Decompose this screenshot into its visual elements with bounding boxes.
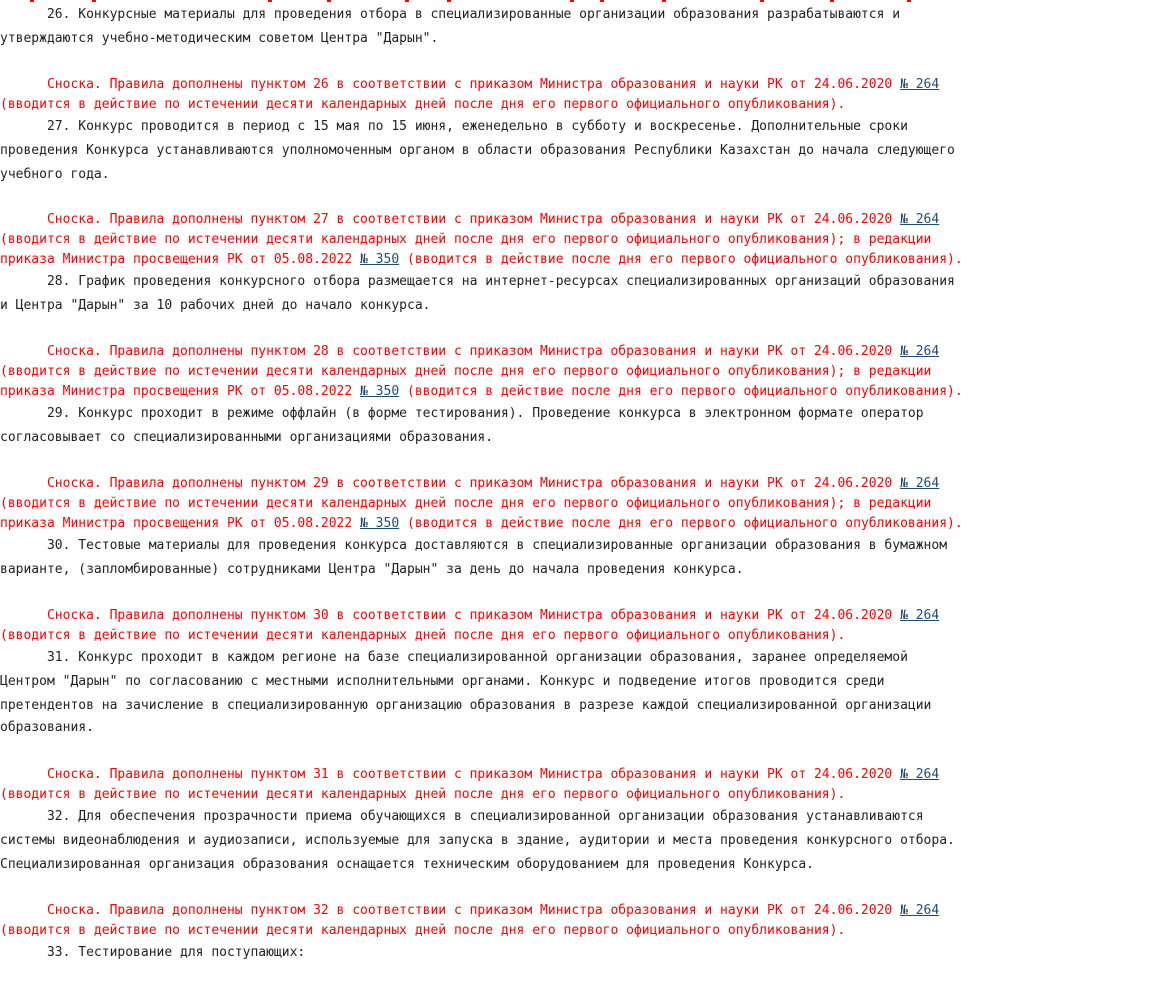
paragraph-27-line-2: проведения Конкурса устанавливаются уполномоченным органом в области образования Республики Казахстан до начала следующего (0, 143, 955, 158)
footnote-28-line-1: Сноска. Правила дополнены пунктом 28 в соответствии с приказом Министра образования и науки РК от 24.06.2020 № 264 (0, 344, 940, 359)
cropped-previous-text (0, 0, 1150, 2)
paragraph-33-line-1: 33. Тестирование для поступающих: (0, 945, 306, 960)
order-350-link[interactable]: № 350 (360, 516, 400, 531)
paragraph-27-line-1: 27. Конкурс проводится в период с 15 мая по 15 июня, еженедельно в субботу и воскресенье. Дополнительные сроки (0, 119, 908, 134)
order-350-link[interactable]: № 350 (360, 252, 400, 267)
footnote-29-line-1: Сноска. Правила дополнены пунктом 29 в соответствии с приказом Министра образования и науки РК от 24.06.2020 № 264 (0, 476, 940, 491)
footnote-32-line-1: Сноска. Правила дополнены пунктом 32 в соответствии с приказом Министра образования и науки РК от 24.06.2020 № 264 (0, 903, 940, 918)
order-264-link[interactable]: № 264 (900, 608, 940, 623)
paragraph-31-line-4: образования. (0, 720, 94, 735)
footnote-28-line-3: приказа Министра просвещения РК от 05.08.2022 № 350 (вводится в действие после дня его первого официального опубликования). (0, 384, 963, 399)
paragraph-31-line-1: 31. Конкурс проходит в каждом регионе на базе специализированной организации образования, заранее определяемой (0, 650, 908, 665)
order-264-link[interactable]: № 264 (900, 476, 940, 491)
order-264-link[interactable]: № 264 (900, 903, 940, 918)
footnote-31-line-2: (вводится в действие по истечении десяти календарных дней после дня его первого официального опубликования). (0, 787, 846, 802)
paragraph-32-line-1: 32. Для обеспечения прозрачности приема обучающихся в специализированной организации образования устанавливаются (0, 809, 924, 824)
order-264-link[interactable]: № 264 (900, 77, 940, 92)
order-350-link[interactable]: № 350 (360, 384, 400, 399)
order-264-link[interactable]: № 264 (900, 767, 940, 782)
footnote-30-line-1: Сноска. Правила дополнены пунктом 30 в соответствии с приказом Министра образования и науки РК от 24.06.2020 № 264 (0, 608, 940, 623)
paragraph-30-line-2: варианте, (запломбированные) сотрудниками Центра "Дарын" за день до начала проведения конкурса. (0, 562, 744, 577)
footnote-30-line-2: (вводится в действие по истечении десяти календарных дней после дня его первого официального опубликования). (0, 628, 846, 643)
paragraph-29-line-2: согласовывает со специализированными организациями образования. (0, 430, 494, 445)
paragraph-32-line-3: Специализированная организация образования оснащается техническим оборудованием для проведения Конкурса. (0, 857, 814, 872)
paragraph-32-line-2: системы видеонаблюдения и аудиозаписи, используемые для запуска в здание, аудитории и места проведения конкурсного отбора. (0, 833, 955, 848)
paragraph-29-line-1: 29. Конкурс проходит в режиме оффлайн (в форме тестирования). Проведение конкурса в электронном формате оператор (0, 406, 924, 421)
paragraph-30-line-1: 30. Тестовые материалы для проведения конкурса доставляются в специализированные организации образования в бумажном (0, 538, 948, 553)
footnote-28-line-2: (вводится в действие по истечении десяти календарных дней после дня его первого официального опубликования); в редакции (0, 364, 932, 379)
footnote-27-line-2: (вводится в действие по истечении десяти календарных дней после дня его первого официального опубликования); в редакции (0, 232, 932, 247)
footnote-29-line-2: (вводится в действие по истечении десяти календарных дней после дня его первого официального опубликования); в редакции (0, 496, 932, 511)
paragraph-28-line-1: 28. График проведения конкурсного отбора размещается на интернет-ресурсах специализированных организаций образования (0, 274, 955, 289)
footnote-27-line-1: Сноска. Правила дополнены пунктом 27 в соответствии с приказом Министра образования и науки РК от 24.06.2020 № 264 (0, 212, 940, 227)
paragraph-26-line-1: 26. Конкурсные материалы для проведения отбора в специализированные организации образования разрабатываются и (0, 7, 901, 22)
footnote-27-line-3: приказа Министра просвещения РК от 05.08.2022 № 350 (вводится в действие после дня его первого официального опубликования). (0, 252, 963, 267)
order-264-link[interactable]: № 264 (900, 344, 940, 359)
paragraph-31-line-2: Центром "Дарын" по согласованию с местными исполнительными органами. Конкурс и подведение итогов проводится среди (0, 674, 885, 689)
footnote-26-line-1: Сноска. Правила дополнены пунктом 26 в соответствии с приказом Министра образования и науки РК от 24.06.2020 № 264 (0, 77, 940, 92)
paragraph-31-line-3: претендентов на зачисление в специализированную организацию образования в разрезе каждой специализированной организации (0, 698, 932, 713)
footnote-29-line-3: приказа Министра просвещения РК от 05.08.2022 № 350 (вводится в действие после дня его первого официального опубликования). (0, 516, 963, 531)
footnote-32-line-2: (вводится в действие по истечении десяти календарных дней после дня его первого официального опубликования). (0, 923, 846, 938)
paragraph-26-line-2: утверждаются учебно-методическим советом Центра "Дарын". (0, 31, 439, 46)
order-264-link[interactable]: № 264 (900, 212, 940, 227)
footnote-26-line-2: (вводится в действие по истечении десяти календарных дней после дня его первого официального опубликования). (0, 97, 846, 112)
paragraph-27-line-3: учебного года. (0, 167, 110, 182)
paragraph-28-line-2: и Центра "Дарын" за 10 рабочих дней до начало конкурса. (0, 298, 431, 313)
footnote-31-line-1: Сноска. Правила дополнены пунктом 31 в соответствии с приказом Министра образования и науки РК от 24.06.2020 № 264 (0, 767, 940, 782)
